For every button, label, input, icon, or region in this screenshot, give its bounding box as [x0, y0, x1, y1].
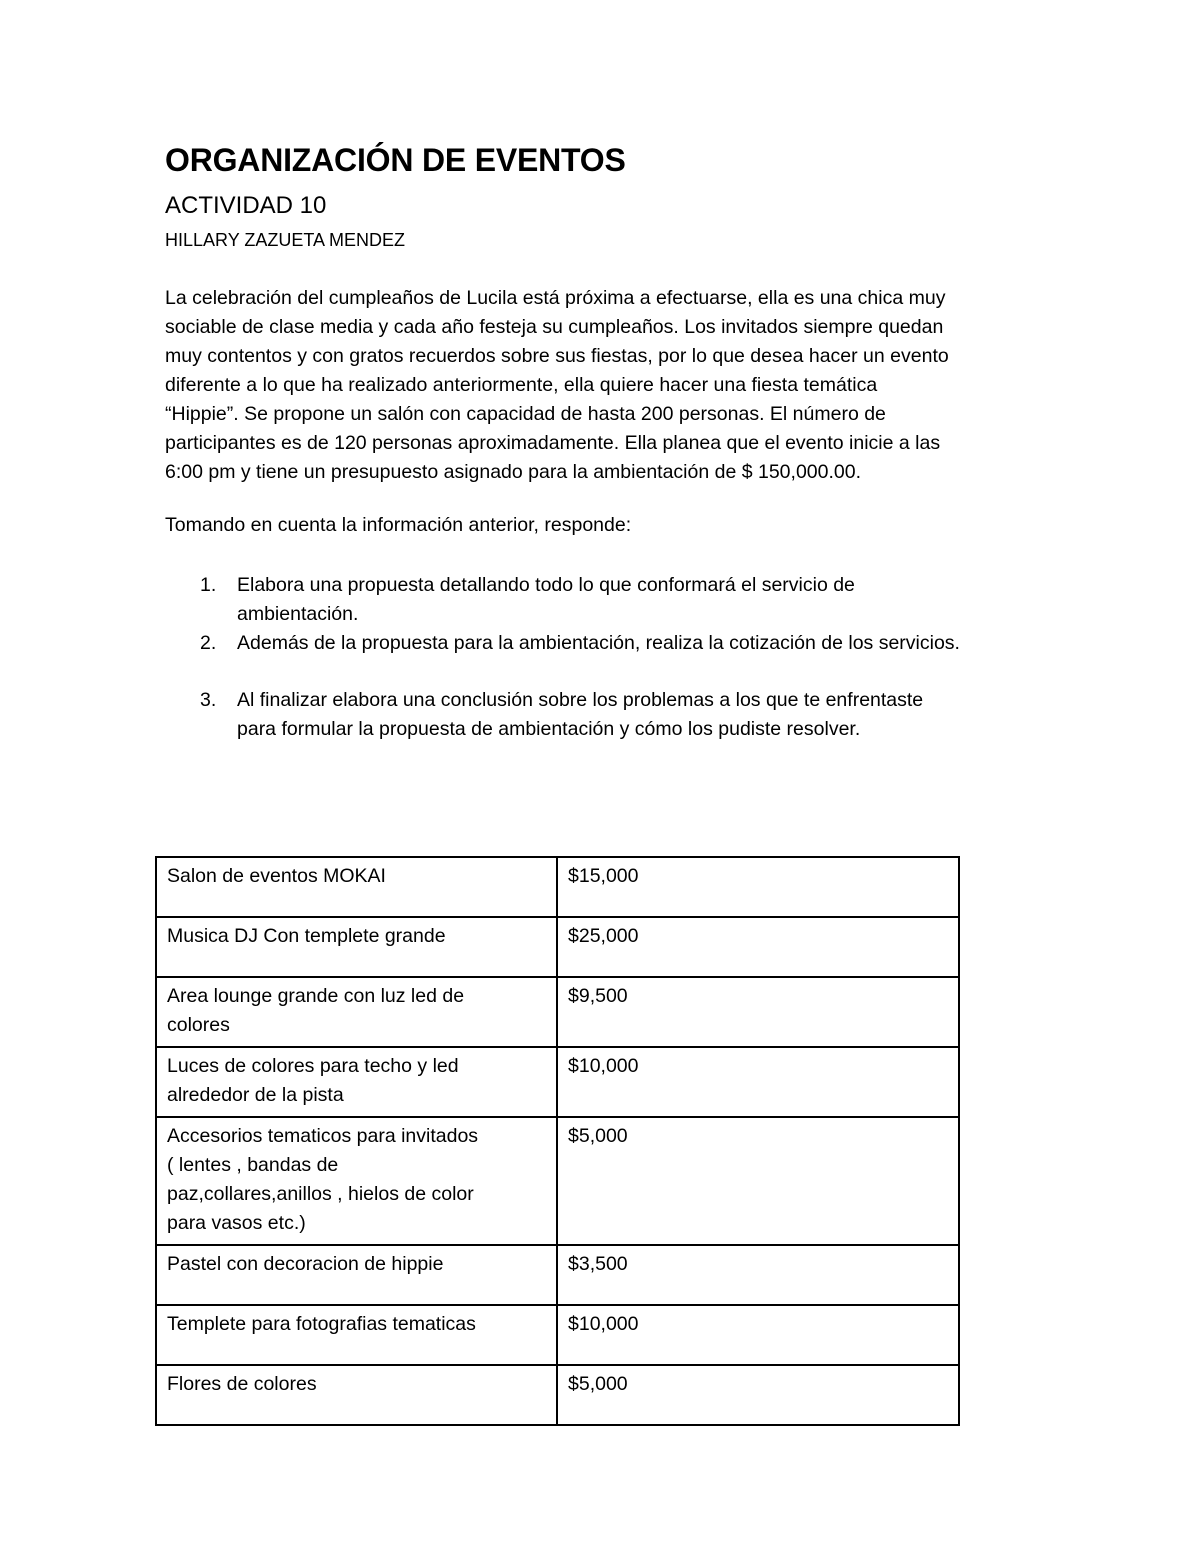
case-description — [165, 284, 1045, 487]
paragraph-line: “Hippie”. Se propone un salón con capacidad de hasta 200 personas. El número de — [165, 403, 886, 425]
price-cell — [557, 1365, 959, 1425]
table-row — [156, 1305, 959, 1365]
question-line: para formular la propuesta de ambientación y cómo los pudiste resolver. — [237, 718, 861, 740]
price-value: $9,500 — [568, 985, 628, 1007]
price-value: $5,000 — [568, 1373, 628, 1395]
price-value: $5,000 — [568, 1125, 628, 1147]
question-number: 1. — [200, 574, 217, 596]
question-text — [237, 629, 960, 658]
paragraph-line: sociable de clase media y cada año festeja su cumpleaños. Los invitados siempre quedan — [165, 316, 944, 338]
table-row — [156, 857, 959, 917]
price-value: $10,000 — [568, 1313, 639, 1335]
item-line: Flores de colores — [167, 1373, 317, 1395]
item-line: paz,collares,anillos , hielos de color — [167, 1183, 474, 1205]
price-cell — [557, 977, 959, 1047]
table-row — [156, 917, 959, 977]
instructions-prompt: Tomando en cuenta la información anterior, responde: — [165, 514, 632, 536]
item-line: para vasos etc.) — [167, 1212, 306, 1234]
item-line: Salon de eventos MOKAI — [167, 865, 386, 887]
table-row — [156, 1117, 959, 1245]
item-cell — [156, 1047, 557, 1117]
price-value: $15,000 — [568, 865, 639, 887]
paragraph-line: La celebración del cumpleaños de Lucila está próxima a efectuarse, ella es una chica muy — [165, 287, 946, 309]
question-number: 2. — [200, 632, 217, 654]
document-title: ORGANIZACIÓN DE EVENTOS — [165, 142, 626, 178]
table-row — [156, 1245, 959, 1305]
question-line: Elabora una propuesta detallando todo lo que conformará el servicio de — [237, 574, 855, 596]
item-line: Area lounge grande con luz led de — [167, 985, 465, 1007]
paragraph-line: diferente a lo que ha realizado anteriormente, ella quiere hacer una fiesta temática — [165, 374, 878, 396]
item-line: Luces de colores para techo y led — [167, 1055, 459, 1077]
price-value: $25,000 — [568, 925, 639, 947]
item-line: colores — [167, 1014, 230, 1036]
item-line: ( lentes , bandas de — [167, 1154, 339, 1176]
price-cell — [557, 1245, 959, 1305]
question-line: Además de la propuesta para la ambientación, realiza la cotización de los servicios. — [237, 632, 960, 654]
paragraph-line: 6:00 pm y tiene un presupuesto asignado para la ambientación de $ 150,000.00. — [165, 461, 862, 483]
price-cell — [557, 857, 959, 917]
item-cell — [156, 977, 557, 1047]
item-cell — [156, 1117, 557, 1245]
item-cell — [156, 917, 557, 977]
paragraph-line: muy contentos y con gratos recuerdos sobre sus fiestas, por lo que desea hacer un evento — [165, 345, 949, 367]
price-cell — [557, 1047, 959, 1117]
item-cell — [156, 1245, 557, 1305]
question-number: 3. — [200, 689, 217, 711]
price-value: $3,500 — [568, 1253, 628, 1275]
quotation-table — [155, 856, 960, 1426]
question-text — [237, 686, 923, 744]
item-line: alrededor de la pista — [167, 1084, 344, 1106]
paragraph-line: participantes es de 120 personas aproximadamente. Ella planea que el evento inicie a las — [165, 432, 941, 454]
price-value: $10,000 — [568, 1055, 639, 1077]
item-line: Pastel con decoracion de hippie — [167, 1253, 444, 1275]
item-cell — [156, 1365, 557, 1425]
item-line: Musica DJ Con templete grande — [167, 925, 446, 947]
price-cell — [557, 1305, 959, 1365]
author-name: HILLARY ZAZUETA MENDEZ — [165, 230, 406, 250]
table-row — [156, 1365, 959, 1425]
question-line: ambientación. — [237, 603, 359, 625]
price-cell — [557, 917, 959, 977]
item-line: Templete para fotografias tematicas — [167, 1313, 476, 1335]
table-row — [156, 1047, 959, 1117]
item-line: Accesorios tematicos para invitados — [167, 1125, 479, 1147]
price-cell — [557, 1117, 959, 1245]
question-text — [237, 571, 855, 629]
table-row — [156, 977, 959, 1047]
item-cell — [156, 1305, 557, 1365]
item-cell — [156, 857, 557, 917]
activity-subtitle: ACTIVIDAD 10 — [165, 192, 327, 219]
question-line: Al finalizar elabora una conclusión sobre los problemas a los que te enfrentaste — [237, 689, 924, 711]
